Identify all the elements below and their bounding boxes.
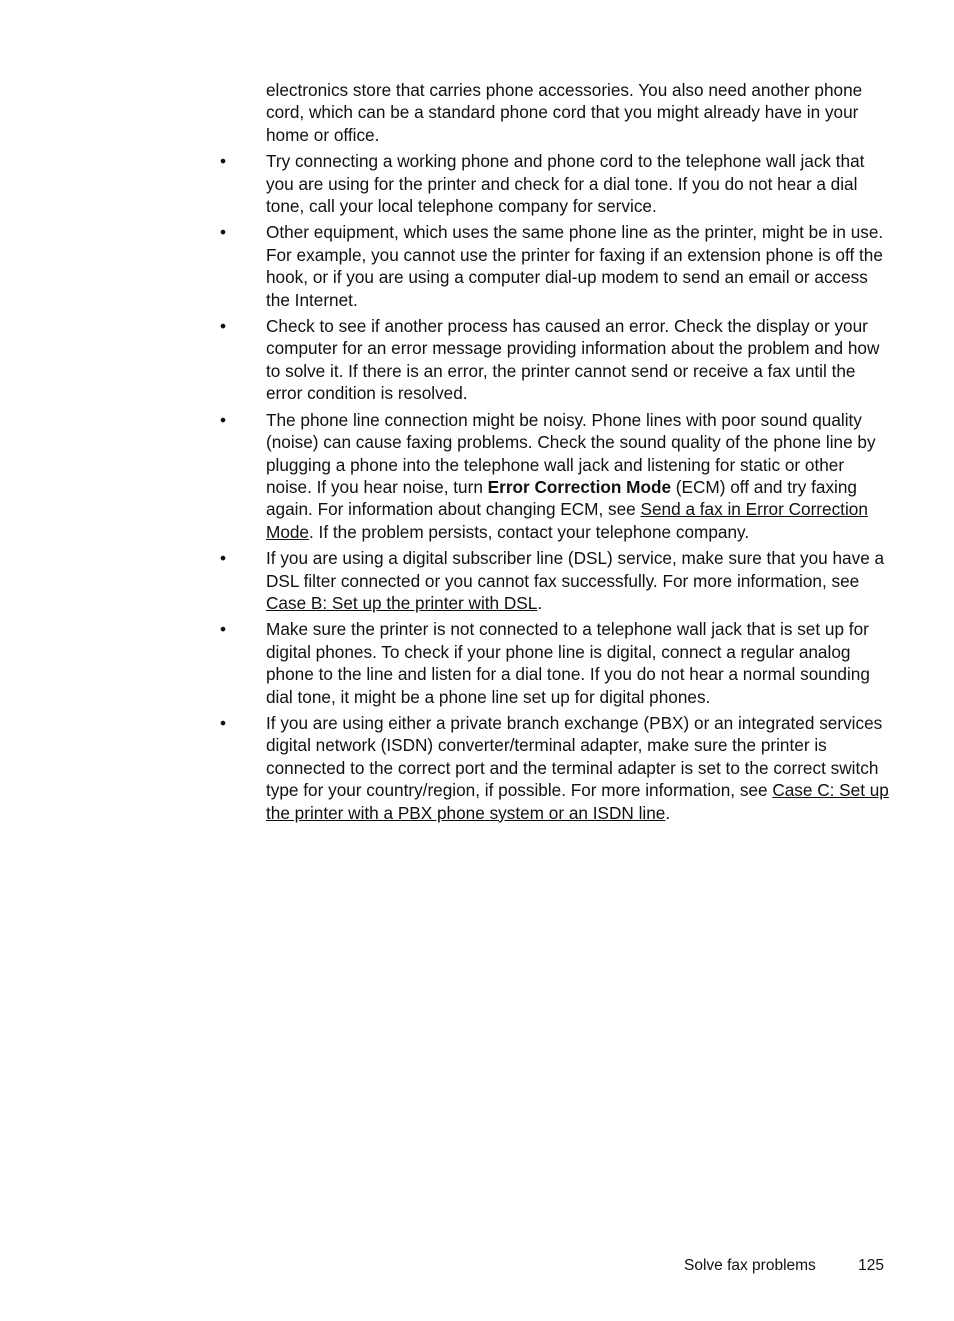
item-text: Other equipment, which uses the same phone line as the printer, might be in use. For example, you cannot use the printer for faxing if an extension phone is off the hook, or if you are using a computer dial-up modem to send an email or access the Internet. bbox=[266, 222, 884, 310]
bullet-point: • bbox=[220, 619, 227, 640]
link-case-c-pbx-isdn[interactable]: Case C: Set up the printer with a PBX phone system or an ISDN line bbox=[266, 780, 889, 823]
list-item-dsl bbox=[220, 547, 890, 614]
bullet-point: • bbox=[220, 712, 227, 733]
item-text: Make sure the printer is not connected to a telephone wall jack that is set up for digital phones. To check if your phone line is digital, connect a regular analog phone to the line and listen for a dial tone. If you do not hear a normal sounding dial tone, it might be a phone line set up for digital phones. bbox=[266, 619, 870, 707]
document-body bbox=[220, 79, 890, 824]
list-item-check-dial-tone bbox=[220, 150, 890, 217]
list-item-other-equipment bbox=[220, 221, 890, 311]
list-item-digital-phones bbox=[220, 618, 890, 708]
item-text: If you are using a digital subscriber line (DSL) service, make sure that you have a DSL filter connected or you cannot fax successfully. For more information, see bbox=[266, 548, 885, 591]
list-item-noisy-line bbox=[220, 409, 890, 543]
list-item-error-process bbox=[220, 315, 890, 405]
item-text: The phone line connection might be noisy. Phone lines with poor sound quality (noise) can cause faxing problems. Check the sound quality of the phone line by plugging a phone into the telephone wall jack and listening for static or other noise. If you hear noise, turn bbox=[266, 409, 876, 497]
list-item-pbx-isdn bbox=[220, 712, 890, 824]
link-case-b-dsl[interactable]: Case B: Set up the printer with DSL bbox=[266, 592, 538, 613]
item-text: . bbox=[537, 592, 543, 613]
item-text: . bbox=[665, 802, 671, 823]
footer-section-title: Solve fax problems bbox=[684, 1257, 816, 1274]
item-text: . If the problem persists, contact your telephone company. bbox=[309, 521, 750, 542]
link-send-fax-ecm[interactable]: Send a fax in Error Correction Mode bbox=[266, 499, 868, 542]
bullet-point: • bbox=[220, 409, 227, 430]
bullet-point: • bbox=[220, 316, 227, 337]
item-text: Try connecting a working phone and phone cord to the telephone wall jack that you are using for the printer and check for a dial tone. If you do not hear a dial tone, call your local telephone company for service. bbox=[266, 151, 865, 217]
item-text: (ECM) off and try faxing again. For information about changing ECM, see bbox=[266, 476, 857, 520]
bullet-point: • bbox=[220, 222, 227, 243]
bullet-point: • bbox=[220, 548, 227, 569]
page-number: 125 bbox=[858, 1257, 884, 1274]
item-text: Check to see if another process has caused an error. Check the display or your computer for an error message providing information about the problem and how to solve it. If there is an error, the printer cannot send or receive a fax until the error condition is resolved. bbox=[266, 316, 880, 404]
bullet-point: • bbox=[220, 151, 227, 172]
ecm-term: Error Correction Mode bbox=[487, 476, 672, 497]
intro-paragraph: electronics store that carries phone accessories. You also need another phone cord, which can be a standard phone cord that you might already have in your home or office. bbox=[266, 80, 863, 145]
item-text: If you are using either a private branch exchange (PBX) or an integrated services digital network (ISDN) converter/terminal adapter, make sure the printer is connected to the correct port and the terminal adapter is set to the correct switch type for your country/region, if possible. For more information, see bbox=[266, 712, 883, 801]
